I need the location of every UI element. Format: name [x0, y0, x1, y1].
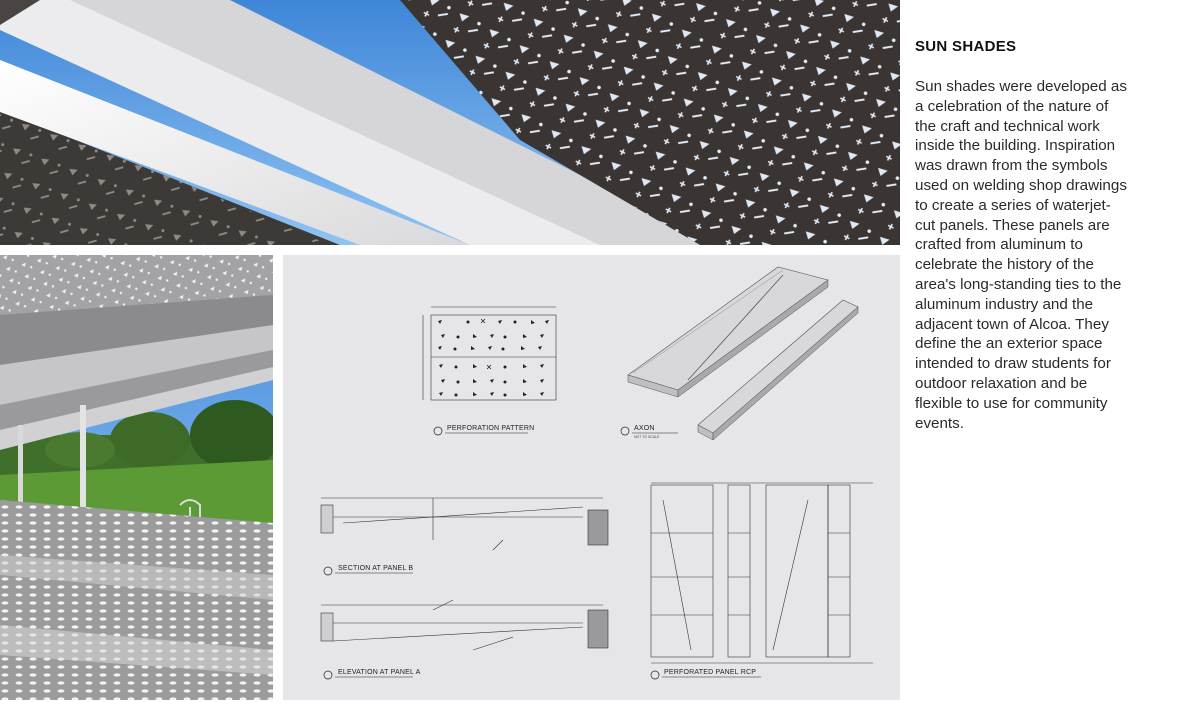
label-panel-rcp: PERFORATED PANEL RCP	[664, 669, 757, 676]
section-body-text: Sun shades were developed as a celebration of the nature of the craft and technical work inside the building. Inspiration was drawn from the symbols used on welding shop drawings to create a series of waterjet-cut panels. These panels are crafted from aluminum to celebrate the history of the area's long-standing ties to the aluminum industry and the adjacent town of Alcoa. They define the an exterior space intended to draw students for outdoor relaxation and be flexible to use for community events.	[915, 78, 1127, 432]
elevation-panel-a-drawing	[321, 600, 608, 650]
label-axon: AXON	[634, 425, 655, 432]
section-panel-b-drawing	[321, 498, 608, 550]
detail-marker-icon	[434, 427, 442, 435]
description-column	[915, 38, 1185, 433]
axon-drawing	[628, 267, 858, 440]
sun-shade-photo-terrace	[0, 255, 273, 700]
sun-shade-sky-photo	[0, 0, 900, 245]
detail-marker-icon	[324, 567, 332, 575]
label-section-b: SECTION AT PANEL B	[338, 565, 414, 572]
technical-drawing-sheet	[283, 255, 900, 700]
label-perforation-pattern: PERFORATION PATTERN	[447, 425, 535, 432]
sun-shade-photo-top	[0, 0, 900, 245]
section-title: SUN SHADES	[915, 38, 1017, 55]
detail-marker-icon	[324, 671, 332, 679]
panel-rcp-drawing	[651, 483, 873, 663]
detail-marker-icon	[651, 671, 659, 679]
drawings-svg	[283, 255, 900, 700]
detail-marker-icon	[621, 427, 629, 435]
label-elevation-a: ELEVATION AT PANEL A	[338, 669, 421, 676]
perforation-pattern-drawing	[423, 307, 556, 400]
terrace-photo	[0, 255, 273, 700]
label-axon-note: NOT TO SCALE	[634, 435, 660, 439]
